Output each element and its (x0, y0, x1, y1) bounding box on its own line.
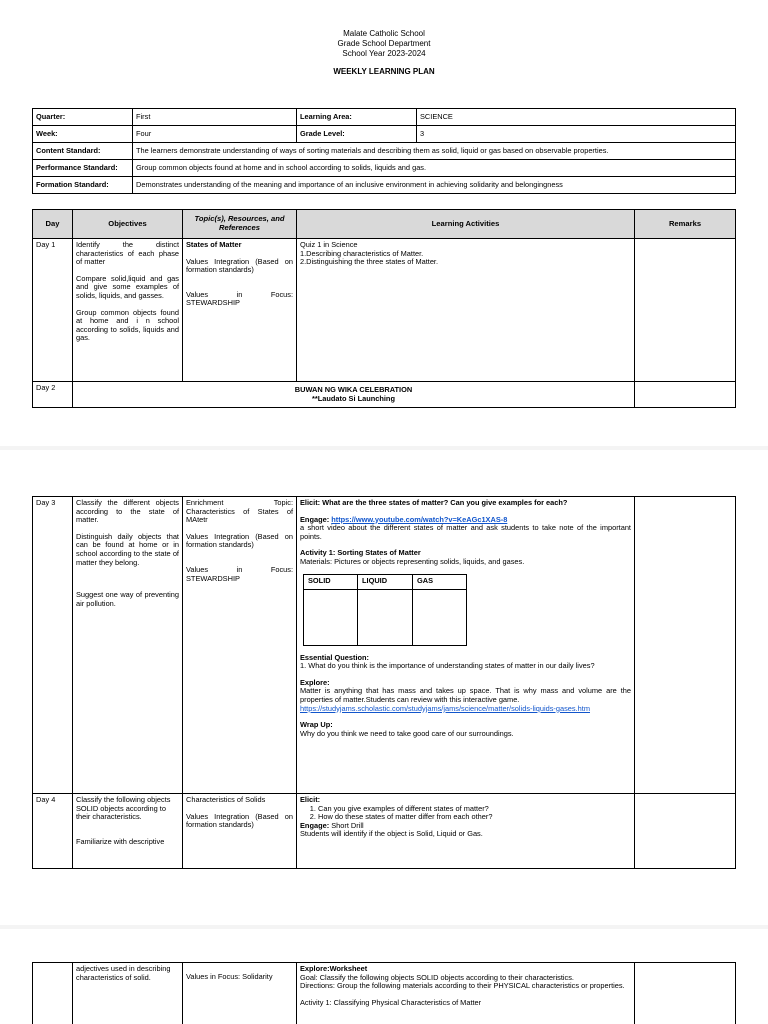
plan-table-page3 (32, 962, 736, 1024)
week-label: Week: (33, 126, 133, 143)
event-title: BUWAN NG WIKA CELEBRATION (294, 384, 413, 394)
sort-header-solid: SOLID (304, 574, 358, 589)
values-focus: Values in Focus: STEWARDSHIP (186, 289, 293, 308)
values-integration: Values Integration (Based on formation standards) (186, 256, 293, 275)
quarter-value: First (133, 109, 297, 126)
objective-text: Classify the following objects SOLID objects according to their characteristics. (76, 795, 171, 822)
event-subtitle: **Laudato Si Launching (312, 393, 395, 403)
remarks-cell (635, 239, 736, 382)
topics-cell (183, 794, 297, 869)
learning-area-label: Learning Area: (297, 109, 417, 126)
remarks-cell (635, 497, 736, 794)
department-name: Grade School Department (337, 39, 431, 48)
objectives-cell (73, 794, 183, 869)
wrap-up-label: Wrap Up: (300, 720, 333, 730)
activity-title: Activity 1: Classifying Physical Characteristics of Matter (300, 997, 482, 1007)
values-focus: Values in Focus: STEWARDSHIP (186, 564, 293, 583)
topics-cell (183, 497, 297, 794)
elicit-question: Elicit: What are the three states of matter? Can you give examples for each? (300, 498, 568, 507)
performance-standard-value: Group common objects found at home and in school according to solids, liquids and gas. (133, 160, 736, 177)
sort-cell (413, 589, 467, 645)
table-row-day4-continued (33, 963, 736, 1024)
activity-materials: Materials: Pictures or objects representing solids, liquids, and gases. (300, 556, 525, 566)
activity-line: Quiz 1 in Science (300, 240, 358, 249)
objective-text: Identify the distinct characteristics of each phase of matter (76, 240, 179, 267)
week-value: Four (133, 126, 297, 143)
topic-title: Enrichment Topic: Characteristics of States of MAtetr (186, 498, 293, 525)
grade-value: 3 (417, 126, 736, 143)
table-row-day4 (33, 794, 736, 869)
engage-label: Engage: (300, 820, 330, 830)
performance-standard-label: Performance Standard: (33, 160, 133, 177)
header-objectives: Objectives (73, 210, 183, 239)
plan-table-page2 (32, 496, 736, 869)
quarter-label: Quarter: (33, 109, 133, 126)
engage-label: Engage: (300, 514, 330, 524)
formation-standard-value: Demonstrates understanding of the meaning and importance of an inclusive environment in achieving solidarity and belongingness (133, 177, 736, 194)
activity-line: 1.Describing characteristics of Matter. (300, 248, 424, 258)
activities-cell (297, 963, 635, 1024)
event-cell (73, 382, 635, 408)
day-cell (33, 963, 73, 1024)
explore-label: Explore: (300, 677, 330, 687)
objective-text: Distinguish daily objects that can be found at home or in school according to the state of matter they belong. (76, 531, 179, 567)
list-item: 2. How do these states of matter differ from each other? (318, 813, 631, 822)
essential-question-label: Essential Question: (300, 652, 369, 662)
directions-text: Directions: Group the following materials according to their PHYSICAL characteristics or properties. (300, 981, 625, 991)
day-cell: Day 2 (33, 382, 73, 408)
objective-text: Classify the different objects according to the state of matter. (76, 498, 179, 525)
table-row-day2 (33, 382, 736, 408)
topic-title: States of Matter (186, 240, 242, 249)
header-activities: Learning Activities (297, 210, 635, 239)
day-cell: Day 1 (33, 239, 73, 382)
objectives-cell (73, 963, 183, 1024)
day-cell: Day 3 (33, 497, 73, 794)
engage-detail: Students will identify if the object is Solid, Liquid or Gas. (300, 829, 483, 839)
header-remarks: Remarks (635, 210, 736, 239)
activities-cell (297, 497, 635, 794)
explore-label: Explore:Worksheet (300, 964, 368, 973)
table-row-day1 (33, 239, 736, 382)
essential-question-text: 1. What do you think is the importance of understanding states of matter in our daily lives? (300, 661, 595, 671)
list-item: 1. Can you give examples of different states of matter? (318, 805, 631, 814)
activity-line: 2.Distinguishing the three states of Matter. (300, 257, 439, 267)
remarks-cell (635, 794, 736, 869)
activities-cell (297, 239, 635, 382)
school-name: Malate Catholic School (343, 29, 425, 38)
explore-text: Matter is anything that has mass and takes up space. That is why mass and volume are the properties of matter.Students can review with this interactive game. (300, 686, 631, 704)
day-cell: Day 4 (33, 794, 73, 869)
document-header (0, 29, 768, 77)
sort-cell (304, 589, 358, 645)
engage-video-link[interactable]: https://www.youtube.com/watch?v=KeAGc1XAS-8 (331, 514, 508, 524)
objective-text: Familiarize with descriptive (76, 836, 165, 846)
document-title: WEEKLY LEARNING PLAN (333, 67, 435, 76)
elicit-list (318, 805, 631, 822)
sort-cell (358, 589, 413, 645)
elicit-label: Elicit: (300, 795, 321, 804)
sort-header-liquid: LIQUID (358, 574, 413, 589)
values-integration: Values Integration (Based on formation standards) (186, 531, 293, 550)
topic-title: Characteristics of Solids (186, 795, 266, 804)
table-row-day3 (33, 497, 736, 794)
values-focus: Values in Focus: Solidarity (186, 972, 273, 981)
info-table (32, 108, 736, 194)
learning-area-value: SCIENCE (417, 109, 736, 126)
activity-title: Activity 1: Sorting States of Matter (300, 548, 421, 558)
goal-text: Goal: Classify the following objects SOLID objects according to their characteristics. (300, 972, 574, 982)
remarks-cell (635, 963, 736, 1024)
sort-header-gas: GAS (413, 574, 467, 589)
objectives-cell (73, 497, 183, 794)
header-day: Day (33, 210, 73, 239)
sorting-table (303, 574, 467, 646)
engage-text: a short video about the different states of matter and ask students to take note of the important points. (300, 523, 631, 541)
grade-label: Grade Level: (297, 126, 417, 143)
objective-text: Compare solid,liquid and gas and give some examples of solids, liquids, and gasses. (76, 273, 179, 300)
objective-text: Group common objects found at home and i n school according to solids, liquids and gas. (76, 307, 179, 343)
objective-text: Suggest one way of preventing air pollution. (76, 590, 179, 608)
objective-text: adjectives used in describing characteristics of solid. (76, 964, 171, 982)
values-integration: Values Integration (Based on formation standards) (186, 811, 293, 830)
wrap-up-text: Why do you think we need to take good care of our surroundings. (300, 728, 514, 738)
header-topics: Topic(s), Resources, and References (183, 210, 297, 239)
content-standard-value: The learners demonstrate understanding of ways of sorting materials and describing them as solid, liquid or gas based on observable properties. (133, 143, 736, 160)
engage-text: Short Drill (331, 820, 364, 830)
topics-cell (183, 239, 297, 382)
formation-standard-label: Formation Standard: (33, 177, 133, 194)
remarks-cell (635, 382, 736, 408)
content-standard-label: Content Standard: (33, 143, 133, 160)
explore-game-link[interactable]: https://studyjams.scholastic.com/studyjams/jams/science/matter/solids-liquids-gases.htm (300, 703, 590, 713)
plan-table-page1 (32, 209, 736, 408)
topics-cell (183, 963, 297, 1024)
activities-cell (297, 794, 635, 869)
objectives-cell (73, 239, 183, 382)
school-year: School Year 2023-2024 (342, 49, 426, 58)
